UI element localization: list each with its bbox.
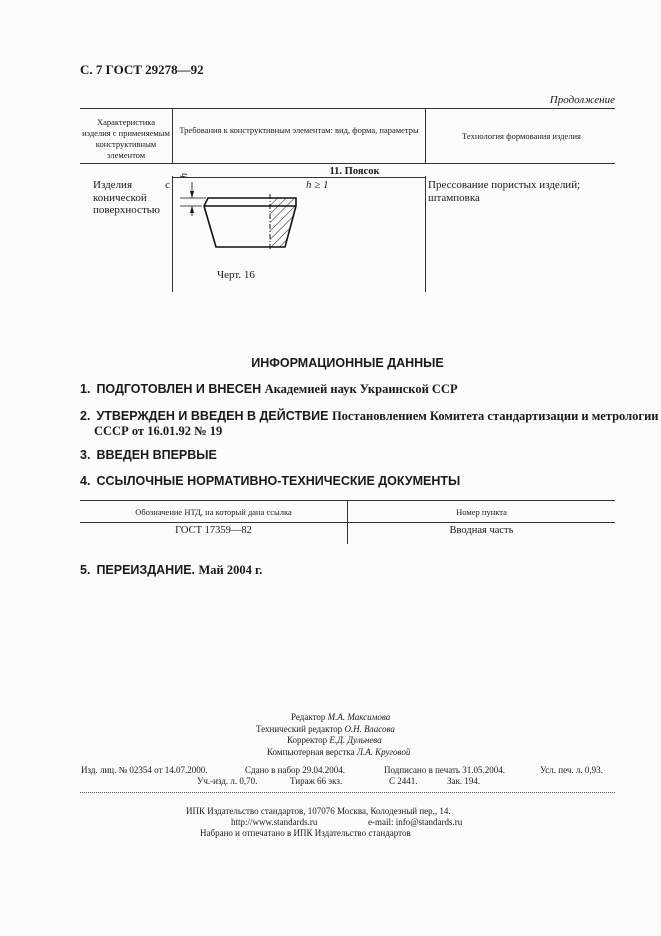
section-title: 11. Поясок (329, 166, 380, 177)
info-item-1 (80, 382, 458, 397)
item-1-heading: ПОДГОТОВЛЕН И ВНЕСЕН (96, 382, 262, 396)
ref-row-doc: ГОСТ 17359—82 (175, 525, 252, 536)
imprint-print-sheets: Усл. печ. л. 0,93. (540, 765, 603, 775)
info-title: ИНФОРМАЦИОННЫЕ ДАННЫЕ (251, 356, 444, 370)
credit-editor-name: М.А. Максимова (327, 712, 391, 722)
belt-drawing (172, 176, 426, 276)
table-header-rule (80, 163, 615, 164)
col-header-technology: Технология формования изделия (462, 131, 581, 141)
table-col-divider-1 (172, 108, 173, 164)
printed-line: Набрано и отпечатано в ИПК Издательство стандартов (200, 828, 411, 838)
imprint-c-code: С 2441. (389, 776, 418, 786)
formula: h ≥ 1 (306, 179, 329, 191)
item-5-heading: ПЕРЕИЗДАНИЕ. (96, 563, 196, 577)
item-1-number: 1. (80, 382, 91, 396)
credit-tech-name: О.Н. Власова (344, 723, 395, 734)
item-4-heading: ССЫЛОЧНЫЕ НОРМАТИВНО-ТЕХНИЧЕСКИЕ ДОКУМЕНТЫ (96, 474, 461, 488)
col-header-characteristic: Характеристика изделия с применяемым конструктивным элементом (82, 117, 170, 160)
item-3-heading: ВВЕДЕН ВПЕРВЫЕ (96, 448, 217, 462)
item-2-text: Постановлением Комитета стандартизации и метрологии (331, 409, 659, 423)
technology-text: Прессование пористых изделий; штамповка (428, 179, 581, 204)
item-3-number: 3. (80, 448, 91, 462)
info-item-2 (80, 409, 658, 424)
credit-layout (180, 747, 580, 759)
item-5-number: 5. (80, 563, 91, 577)
dimension-h-label: h (179, 173, 190, 178)
imprint-order: Зак. 194. (447, 776, 481, 786)
figure-caption: Черт. 16 (217, 269, 255, 281)
item-1-text: Академией наук Украинской ССР (264, 382, 458, 396)
page-reference: С. 7 ГОСТ 29278—92 (80, 62, 204, 77)
credit-editor (180, 712, 580, 724)
credit-editor-role: Редактор (291, 712, 326, 722)
credit-corrector-name: Е.Д. Дульнева (329, 735, 382, 745)
row-label: Изделия с конической поверхностью (93, 179, 170, 216)
ref-col-header-doc: Обозначение НТД, на который дана ссылка (135, 507, 292, 517)
continuation-label: Продолжение (549, 94, 615, 106)
credits-block (180, 712, 580, 758)
ref-col-header-clause: Номер пункта (456, 507, 507, 517)
table-top-rule (80, 108, 615, 109)
item-2-heading: УТВЕРЖДЕН И ВВЕДЕН В ДЕЙСТВИЕ (96, 409, 329, 423)
email-link[interactable]: e-mail: info@standards.ru (368, 817, 463, 827)
imprint-divider (80, 792, 615, 793)
credit-tech-editor (180, 724, 580, 736)
item-2-text-continued: СССР от 16.01.92 № 19 (94, 424, 223, 438)
credit-layout-role: Компьютерная верстка (267, 746, 355, 757)
info-item-5 (80, 563, 262, 578)
imprint-typeset: Сдано в набор 29.04.2004. (245, 765, 346, 775)
website-link[interactable]: http://www.standards.ru (231, 817, 318, 827)
ref-row-clause: Вводная часть (449, 525, 514, 536)
credit-corrector (180, 735, 580, 747)
credit-layout-name: Л.А. Круговой (356, 746, 411, 757)
item-5-text: Май 2004 г. (198, 563, 263, 577)
credit-corrector-role: Корректор (287, 735, 328, 745)
info-item-3 (80, 448, 217, 462)
info-item-4 (80, 474, 460, 488)
imprint-pub-sheets: Уч.-изд. л. 0,70. (197, 776, 258, 786)
col-header-requirements: Требования к конструктивным элементам: вид, форма, параметры (179, 125, 419, 135)
table-col-divider-2 (425, 108, 426, 164)
publisher-line: ИПК Издательство стандартов, 107076 Москва, Колодезный пер., 14. (186, 806, 451, 816)
credit-tech-role: Технический редактор (256, 723, 343, 734)
item-4-number: 4. (80, 474, 91, 488)
imprint-run: Тираж 66 экз. (290, 776, 343, 786)
item-2-number: 2. (80, 409, 91, 423)
imprint-license: Изд. лиц. № 02354 от 14.07.2000. (81, 765, 208, 775)
imprint-signed: Подписано в печать 31.05.2004. (384, 765, 506, 775)
